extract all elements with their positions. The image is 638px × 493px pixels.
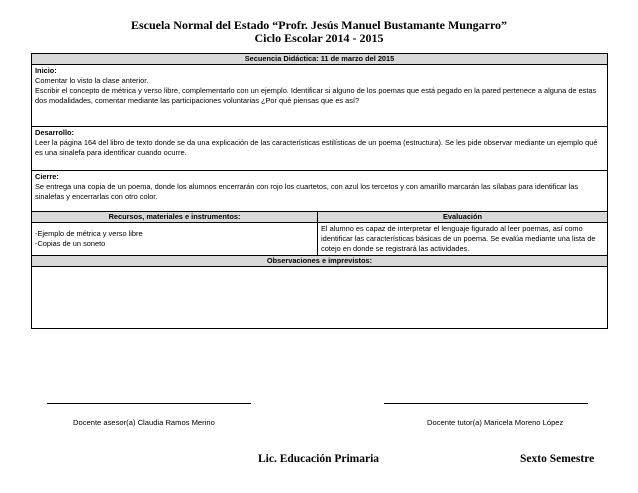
signature-line-advisor (47, 403, 251, 404)
resources-header-row (32, 212, 608, 223)
signature-line-tutor (384, 403, 588, 404)
desarrollo-title: Desarrollo: (35, 128, 75, 137)
resources-cell (32, 223, 318, 256)
resources-header: Recursos, materiales e instrumentos: (32, 212, 318, 223)
desarrollo-row (32, 127, 608, 171)
observations-header-row (32, 256, 608, 267)
inicio-line: Comentar lo visto la clase anterior. (35, 76, 149, 85)
tutor-signature-name: Docente tutor(a) Maricela Moreno López (427, 418, 564, 427)
footer-semester: Sexto Semestre (520, 453, 595, 465)
cierre-cell (32, 171, 608, 212)
desarrollo-cell (32, 127, 608, 171)
evaluation-text: El alumno es capaz de interpretar el lenguaje figurado al leer poemas, así como identificar las características básicas de un poema. Se evalúa mediante una lista de cotejo en donde se registrará las actividades. (318, 223, 608, 256)
observations-row (32, 267, 608, 329)
cierre-text: Se entrega una copia de un poema, donde los alumnos encerrarán con rojo los cuartetos, con azul los tercetos y con amarillo marcarán las sílabas para identificar las sinalefas y encerrarlas con otro color. (35, 182, 579, 201)
sequence-title-row (32, 54, 608, 65)
school-cycle: Ciclo Escolar 2014 - 2015 (254, 31, 384, 45)
observations-header: Observaciones e imprevistos: (32, 256, 608, 267)
sequence-title: Secuencia Didáctica: 11 de marzo del 2015 (32, 54, 608, 65)
desarrollo-text: Leer la página 164 del libro de texto donde se da una explicación de las características estilísticas de un poema (estructura). Se les pide observar mediante un ejemplo qué es una sinalefa para identificar cuando ocurre. (35, 138, 598, 157)
inicio-row (32, 65, 608, 127)
resource-item: -Copias de un soneto (35, 239, 106, 248)
inicio-line: Escribir el concepto de métrica y verso libre, complementarlo con un ejemplo. Identificar si alguno de los poemas que está pegado en la pared pertenece a alguna de estas dos modalidades, comentar mediante las participaciones voluntarias ¿Por qué piensas que es así? (35, 86, 597, 105)
school-title: Escuela Normal del Estado “Profr. Jesús Manuel Bustamante Mungarro” (130, 18, 508, 32)
resource-item: -Ejemplo de métrica y verso libre (35, 229, 143, 238)
cierre-row (32, 171, 608, 212)
observations-cell (32, 267, 608, 329)
advisor-signature-name: Docente asesor(a) Claudia Ramos Merino (73, 418, 215, 427)
resources-row (32, 223, 608, 256)
evaluation-header: Evaluación (318, 212, 608, 223)
lesson-plan-table (31, 53, 608, 329)
cierre-title: Cierre: (35, 172, 59, 181)
footer-program: Lic. Educación Primaria (258, 453, 380, 465)
inicio-cell (32, 65, 608, 127)
inicio-title: Inicio: (35, 66, 57, 75)
